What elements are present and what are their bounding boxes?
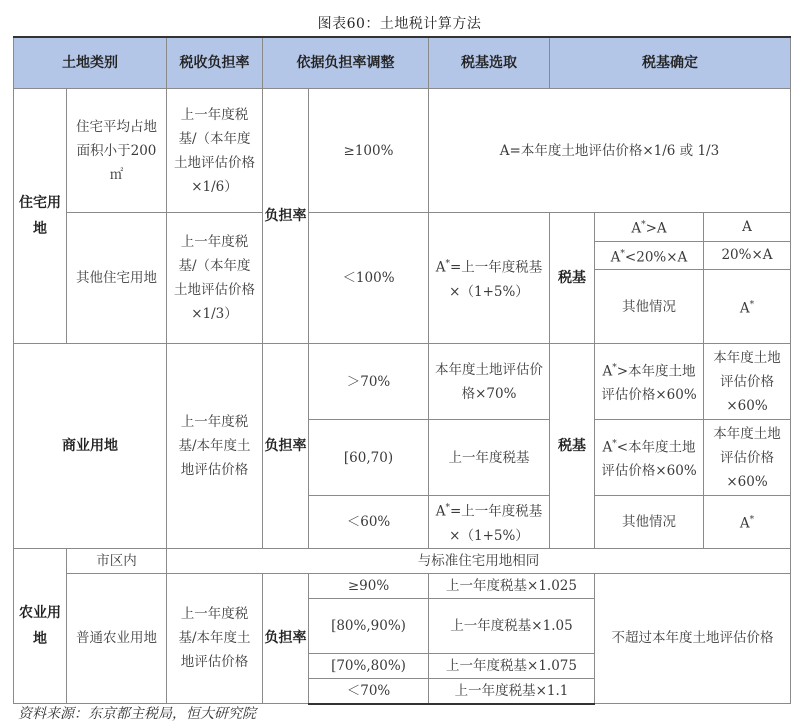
header-adjust: 依据负担率调整 [263,37,429,89]
page-title: 图表60：土地税计算方法 [317,16,482,32]
header-row [14,37,791,89]
residential-other-label: 其他住宅用地 [67,213,167,344]
agricultural-general-burden: 上一年度税基/本年度土地评估价格 [167,573,263,704]
agricultural-select-1: 上一年度税基×1.025 [429,573,595,598]
agricultural-burden-rate-label: 负担率 [263,573,309,704]
land-tax-table [13,36,791,705]
residential-other-burden: 上一年度税基/（本年度土地评估价格×1/3） [167,213,263,344]
agricultural-select-2: 上一年度税基×1.05 [429,598,595,653]
residential-small-burden: 上一年度税基/（本年度土地评估价格×1/6） [167,89,263,213]
residential-val2: 20%×A [704,241,791,270]
commercial-val3: A* [704,496,791,549]
residential-val3: A* [704,270,791,344]
agricultural-urban-rule: 与标准住宅用地相同 [167,548,791,573]
agricultural-general-label: 普通农业用地 [67,573,167,704]
agricultural-label: 农业用地 [14,548,67,704]
agricultural-select-3: 上一年度税基×1.075 [429,653,595,678]
commercial-select-3: A*=上一年度税基×（1+5%） [429,496,550,549]
residential-other-select: A*=上一年度税基×（1+5%） [429,213,550,344]
commercial-select-2: 上一年度税基 [429,420,550,496]
commercial-select-1: 本年度土地评估价格×70% [429,344,550,420]
residential-cond3: 其他情况 [595,270,704,344]
header-base-select: 税基选取 [429,37,550,89]
agricultural-urban-label: 市区内 [67,548,167,573]
agricultural-threshold-2: [80%,90%) [309,598,429,653]
agricultural-threshold-3: [70%,80%) [309,653,429,678]
residential-base-label: 税基 [550,213,595,344]
agricultural-limit: 不超过本年度土地评估价格 [595,573,791,704]
agricultural-threshold-4: ＜70% [309,678,429,704]
residential-small-result: A=本年度土地评估价格×1/6 或 1/3 [429,89,791,213]
commercial-cond2: A*<本年度土地评估价格×60% [595,420,704,496]
source-note: 资料来源：东京都主税局，恒大研究院 [18,706,256,722]
header-burden-base: 税收负担率 [167,37,263,89]
agricultural-threshold-1: ≥90% [309,573,429,598]
agricultural-select-4: 上一年度税基×1.1 [429,678,595,704]
commercial-cond1: A*>本年度土地评估价格×60% [595,344,704,420]
commercial-threshold-3: ＜60% [309,496,429,549]
residential-small-label: 住宅平均占地面积小于200 ㎡ [67,89,167,213]
commercial-burden: 上一年度税基/本年度土地评估价格 [167,344,263,549]
commercial-base-label: 税基 [550,344,595,549]
commercial-label: 商业用地 [14,344,167,549]
commercial-threshold-1: ＞70% [309,344,429,420]
commercial-burden-rate-label: 负担率 [263,344,309,549]
residential-burden-rate-label: 负担率 [263,89,309,344]
commercial-cond3: 其他情况 [595,496,704,549]
commercial-threshold-2: [60,70) [309,420,429,496]
residential-small-threshold: ≥100% [309,89,429,213]
residential-val1: A [704,213,791,242]
residential-cond2: A*<20%×A [595,241,704,270]
header-base-confirm: 税基确定 [550,37,791,89]
residential-label: 住宅用地 [14,89,67,344]
commercial-val2: 本年度土地评估价格×60% [704,420,791,496]
residential-other-threshold: ＜100% [309,213,429,344]
header-category: 土地类别 [14,37,167,89]
residential-cond1: A*>A [595,213,704,242]
commercial-val1: 本年度土地评估价格×60% [704,344,791,420]
